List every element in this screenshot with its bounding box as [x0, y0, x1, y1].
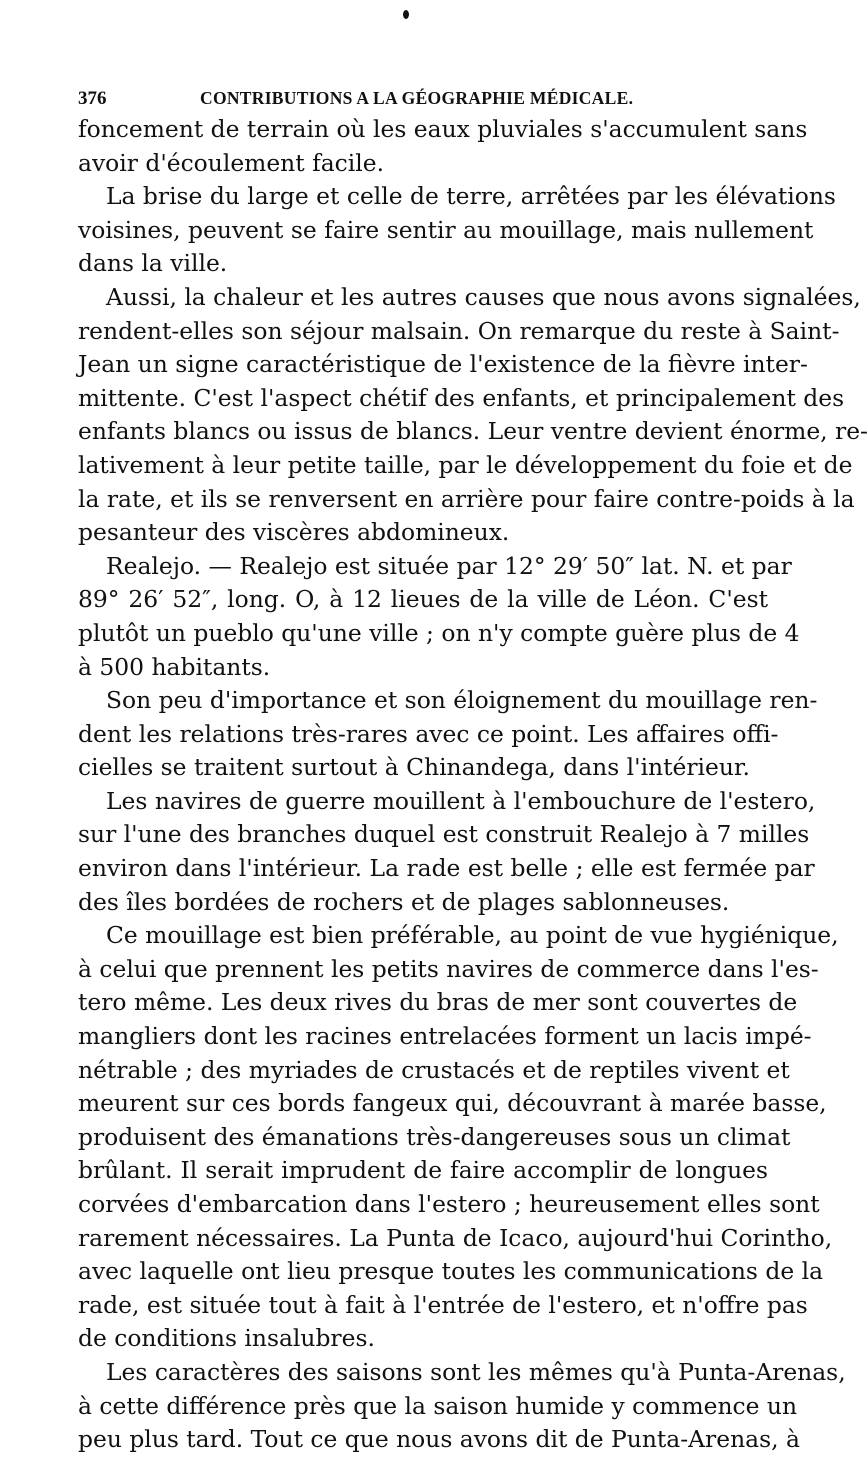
text-line: tero même. Les deux rives du bras de mer sont couvertes de [78, 988, 798, 1017]
text-line: enfants blancs ou issus de blancs. Leur ventre devient énorme, re- [78, 417, 868, 446]
text-line: mittente. C'est l'aspect chétif des enfants, et principalement des [78, 383, 845, 412]
text-line: plutôt un pueblo qu'une ville ; on n'y compte guère plus de 4 [78, 618, 800, 647]
text-line: brûlant. Il serait imprudent de faire accomplir de longues [78, 1156, 768, 1185]
text-line: Jean un signe caractéristique de l'existence de la fièvre inter- [78, 350, 808, 379]
text-line: des îles bordées de rochers et de plages sablonneuses. [78, 887, 730, 916]
text-line: Les navires de guerre mouillent à l'embouchure de l'estero, [106, 786, 816, 815]
text-line: 89° 26′ 52″, long. O, à 12 lieues de la ville de Léon. C'est [78, 585, 768, 614]
text-line: peu plus tard. Tout ce que nous avons dit de Punta-Arenas, à [78, 1425, 800, 1454]
text-line: rarement nécessaires. La Punta de Icaco, aujourd'hui Corintho, [78, 1223, 833, 1252]
text-line: Les caractères des saisons sont les mêmes qu'à Punta-Arenas, [106, 1357, 846, 1386]
text-line: cielles se traitent surtout à Chinandega, dans l'intérieur. [78, 753, 750, 782]
text-line: à celui que prennent les petits navires de commerce dans l'es- [78, 954, 819, 983]
text-line: avoir d'écoulement facile. [78, 148, 385, 177]
text-line: voisines, peuvent se faire sentir au mouillage, mais nullement [78, 215, 814, 244]
ink-speck [403, 10, 409, 19]
page-number: 376 [78, 88, 107, 109]
body-text [78, 113, 868, 1457]
text-line: mangliers dont les racines entrelacées forment un lacis impé- [78, 1022, 812, 1051]
text-line: à 500 habitants. [78, 652, 271, 681]
text-line: dent les relations très-rares avec ce point. Les affaires offi- [78, 719, 779, 748]
text-line: pesanteur des viscères abdomineux. [78, 518, 510, 547]
text-line: produisent des émanations très-dangereuses sous un climat [78, 1122, 791, 1151]
text-line: foncement de terrain où les eaux pluviales s'accumulent sans [78, 115, 808, 143]
text-line: de conditions insalubres. [78, 1324, 375, 1353]
text-line: rendent-elles son séjour malsain. On remarque du reste à Saint- [78, 316, 840, 345]
text-line: La brise du large et celle de terre, arrêtées par les élévations [106, 182, 836, 211]
text-line: sur l'une des branches duquel est construit Realejo à 7 milles [78, 820, 810, 849]
running-header [78, 88, 744, 112]
text-line: Son peu d'importance et son éloignement du mouillage ren- [106, 686, 818, 715]
text-line: meurent sur ces bords fangeux qui, découvrant à marée basse, [78, 1089, 827, 1118]
text-line: Realejo. — Realejo est située par 12° 29′ 50″ lat. N. et par [106, 551, 792, 580]
text-line: environ dans l'intérieur. La rade est belle ; elle est fermée par [78, 854, 815, 883]
text-line: rade, est située tout à fait à l'entrée de l'estero, et n'offre pas [78, 1290, 808, 1319]
text-line: la rate, et ils se renversent en arrière pour faire contre-poids à la [78, 484, 855, 513]
text-line: corvées d'embarcation dans l'estero ; heureusement elles sont [78, 1190, 820, 1218]
text-line: Ce mouillage est bien préférable, au point de vue hygiénique, [106, 921, 839, 950]
text-line: nétrable ; des myriades de crustacés et de reptiles vivent et [78, 1055, 790, 1084]
text-line: avec laquelle ont lieu presque toutes les communications de la [78, 1257, 824, 1286]
text-line: Aussi, la chaleur et les autres causes que nous avons signalées, [106, 282, 861, 311]
text-line: à cette différence près que la saison humide y commence un [78, 1391, 798, 1420]
text-line: lativement à leur petite taille, par le développement du foie et de [78, 450, 853, 479]
text-line: dans la ville. [78, 249, 228, 278]
running-title: CONTRIBUTIONS A LA GÉOGRAPHIE MÉDICALE. [200, 88, 634, 108]
